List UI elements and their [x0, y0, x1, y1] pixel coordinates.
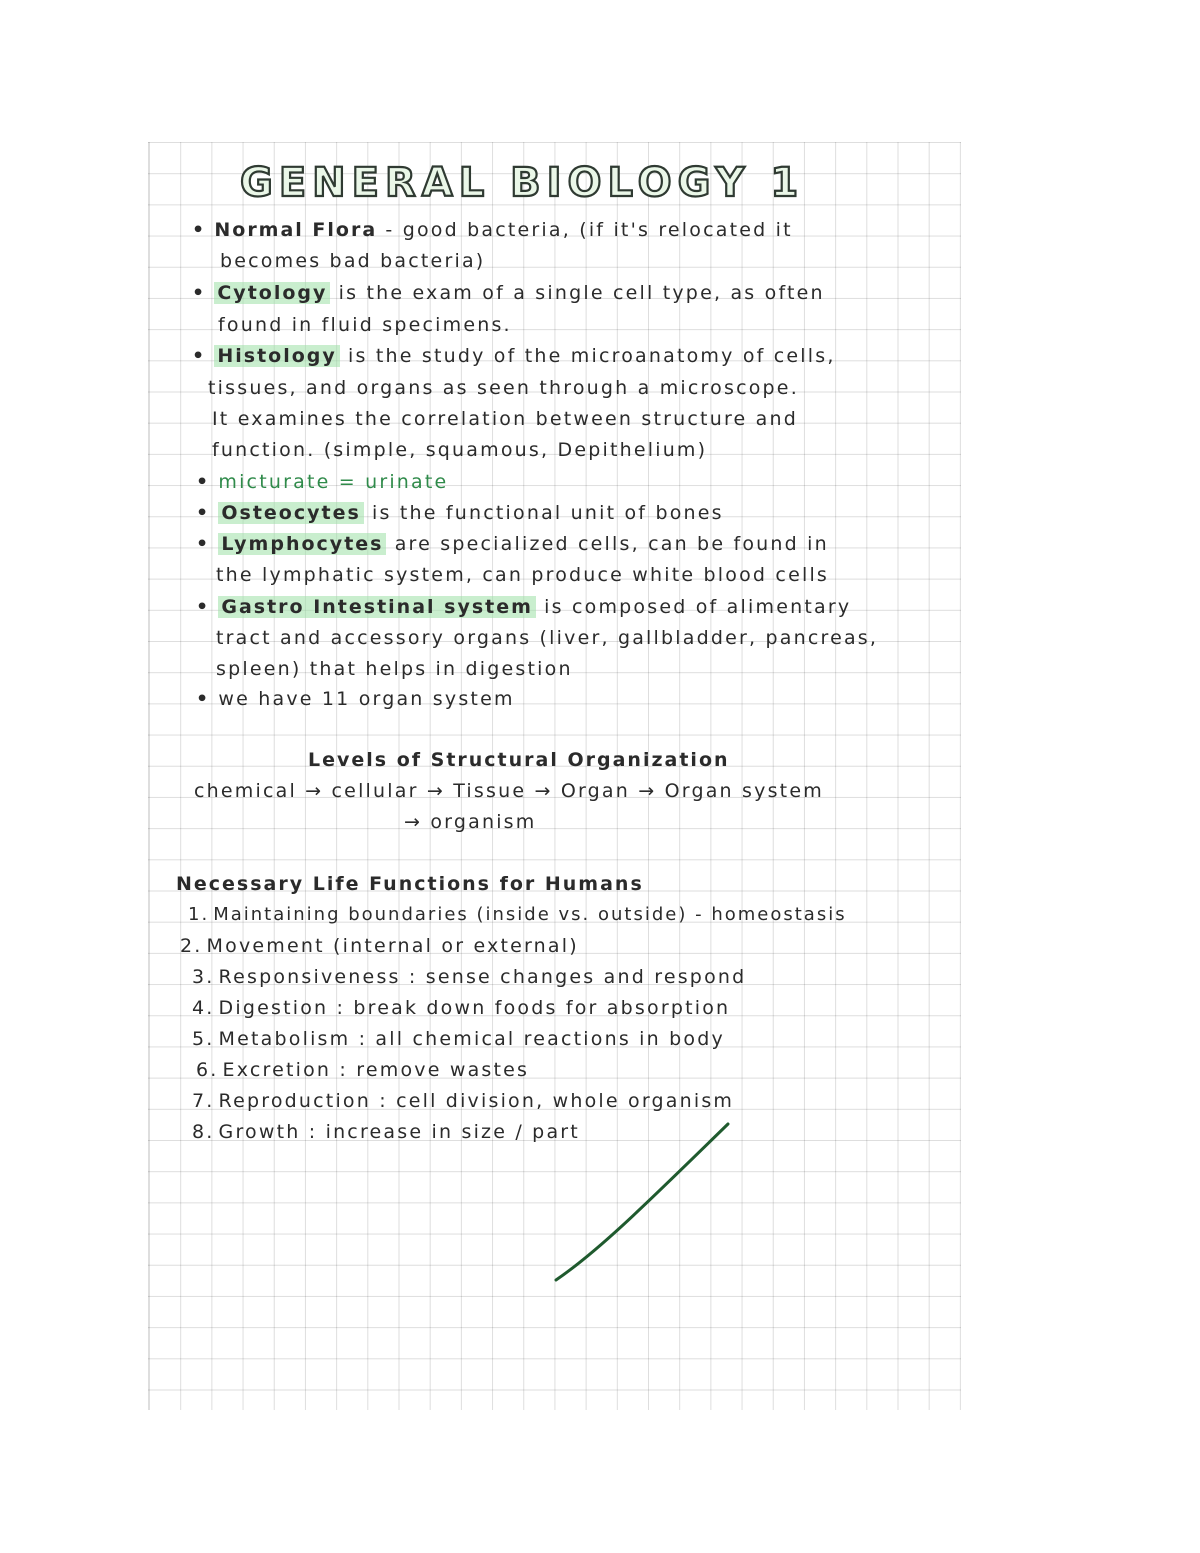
note-term: Normal Flora	[214, 219, 378, 241]
levels-line-2: → organism	[404, 811, 537, 833]
function-text: Responsiveness : sense changes and respond	[218, 966, 747, 988]
note-term: Osteocytes	[218, 502, 363, 524]
function-text: Metabolism : all chemical reactions in body	[218, 1028, 725, 1050]
function-number: 3.	[192, 966, 215, 988]
note-text: found in fluid specimens.	[218, 314, 512, 336]
note-term: Gastro Intestinal system	[218, 596, 536, 618]
bullet-icon: •	[196, 502, 211, 524]
note-term: Cytology	[214, 282, 330, 304]
bullet-icon: •	[192, 282, 207, 304]
function-number: 7.	[192, 1090, 215, 1112]
function-text: Digestion : break down foods for absorption	[218, 997, 731, 1019]
function-text: Growth : increase in size / part	[218, 1121, 580, 1143]
function-number: 1.	[188, 904, 210, 925]
note-term: Lymphocytes	[218, 533, 386, 555]
bullet-icon: •	[196, 533, 211, 555]
note-text: becomes bad bacteria)	[220, 250, 486, 272]
note-text: tissues, and organs as seen through a microscope.	[208, 377, 799, 399]
note-term: Histology	[214, 345, 339, 367]
note-text: is the functional unit of bones	[363, 502, 724, 524]
note-text: It examines the correlation between structure and	[212, 408, 799, 430]
function-text: Maintaining boundaries (inside vs. outside) - homeostasis	[213, 904, 847, 925]
note-text: is composed of alimentary	[535, 596, 852, 618]
page-title: GENERAL BIOLOGY 1	[240, 160, 805, 206]
note-text: is the study of the microanatomy of cells,	[339, 345, 836, 367]
note-text: micturate = urinate	[218, 471, 449, 493]
functions-heading: Necessary Life Functions for Humans	[176, 873, 644, 895]
levels-heading: Levels of Structural Organization	[308, 749, 730, 771]
function-number: 4.	[192, 997, 215, 1019]
function-number: 6.	[196, 1059, 219, 1081]
note-text: we have 11 organ system	[218, 688, 515, 710]
function-number: 8.	[192, 1121, 215, 1143]
note-text: are specialized cells, can be found in	[386, 533, 829, 555]
function-number: 2.	[180, 935, 203, 957]
note-text: spleen) that helps in digestion	[216, 658, 573, 680]
note-text: - good bacteria, (if it's relocated it	[377, 219, 793, 241]
function-text: Movement (internal or external)	[206, 935, 579, 957]
function-number: 5.	[192, 1028, 215, 1050]
bullet-icon: •	[196, 596, 211, 618]
bullet-icon: •	[196, 471, 211, 493]
note-text: the lymphatic system, can produce white blood cells	[216, 564, 830, 586]
function-text: Reproduction : cell division, whole organism	[218, 1090, 735, 1112]
function-text: Excretion : remove wastes	[222, 1059, 530, 1081]
note-text: is the exam of a single cell type, as often	[330, 282, 825, 304]
levels-line-1: chemical → cellular → Tissue → Organ → Organ system	[194, 780, 824, 802]
note-text: function. (simple, squamous, Depithelium)	[212, 439, 708, 461]
bullet-icon: •	[192, 219, 207, 241]
bullet-icon: •	[192, 345, 207, 367]
bullet-icon: •	[196, 688, 211, 710]
note-text: tract and accessory organs (liver, gallbladder, pancreas,	[216, 627, 879, 649]
